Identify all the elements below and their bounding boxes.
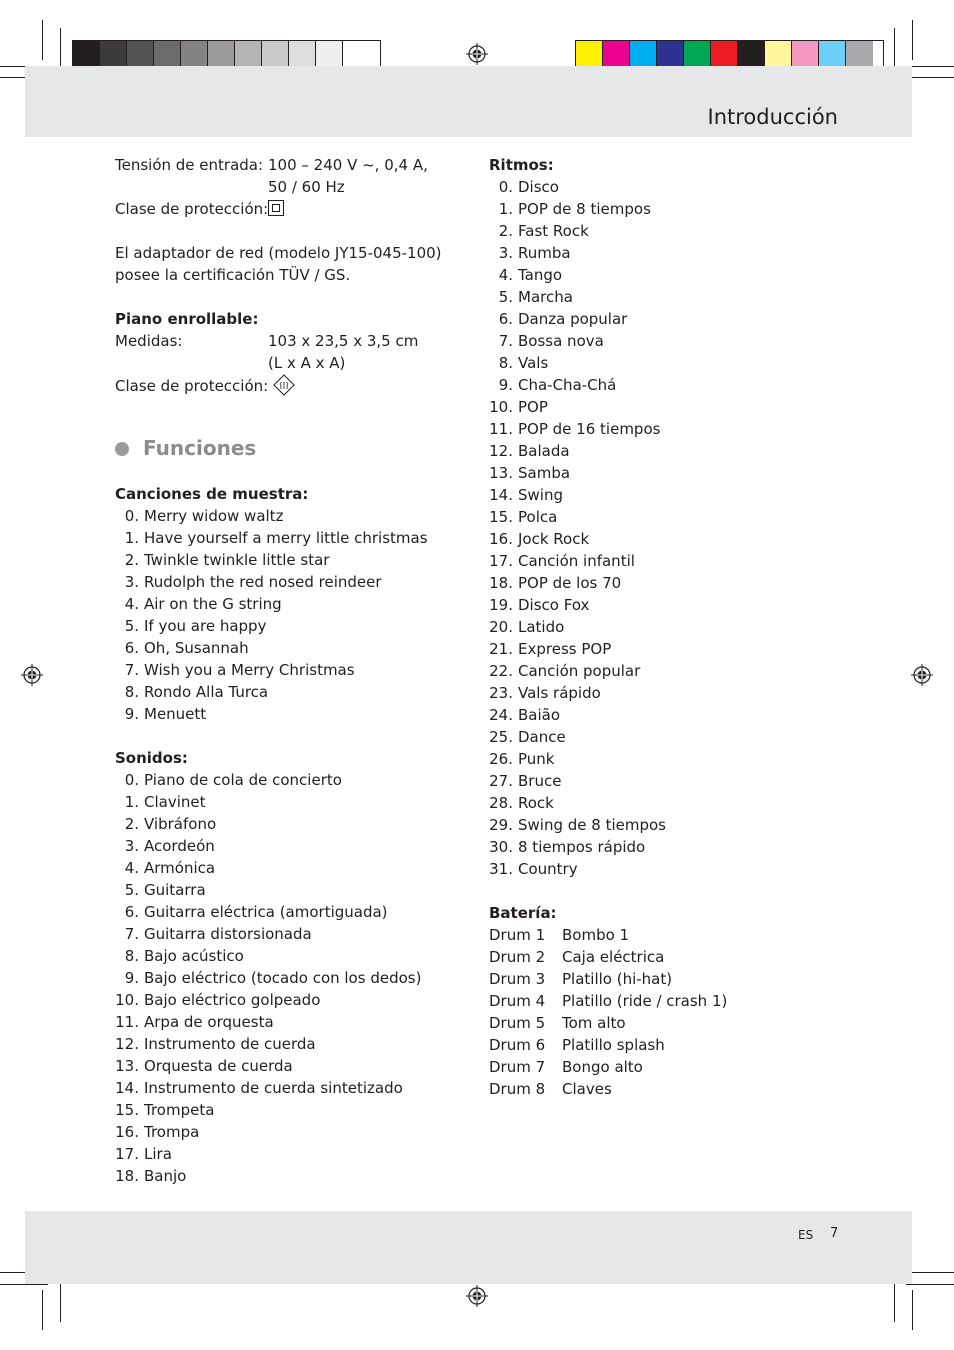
- list-item: [115, 549, 428, 571]
- list-item: [489, 572, 727, 594]
- list-item-number: 1.: [124, 529, 139, 547]
- list-item-number: 3.: [498, 244, 513, 262]
- list-item-number: 31.: [489, 860, 513, 878]
- rhythms-drums-block: [489, 154, 727, 1100]
- list-item: [489, 440, 727, 462]
- list-item-label: Polca: [518, 508, 558, 526]
- drum-id: Drum 7: [489, 1058, 546, 1076]
- list-item-label: Express POP: [518, 640, 612, 658]
- list-item-number: 24.: [489, 706, 513, 724]
- list-item-number: 9.: [498, 376, 513, 394]
- color-swatch: [343, 41, 370, 69]
- voltage-label: Tensión de entrada:: [115, 156, 264, 174]
- list-item-label: Bajo acústico: [144, 947, 244, 965]
- list-item: [489, 330, 727, 352]
- list-item-number: 3.: [124, 837, 139, 855]
- drum-id: Drum 6: [489, 1036, 546, 1054]
- list-item-label: Banjo: [144, 1167, 187, 1185]
- color-swatch: [792, 41, 819, 69]
- crop-mark: [906, 77, 954, 78]
- list-item-number: 4.: [124, 859, 139, 877]
- protection-label: Clase de protección:: [115, 200, 269, 218]
- crop-mark: [894, 1282, 895, 1322]
- drum-id: Drum 1: [489, 926, 546, 944]
- list-item-label: Jock Rock: [518, 530, 590, 548]
- list-item-label: Rondo Alla Turca: [144, 683, 269, 701]
- list-item: [489, 638, 727, 660]
- list-item-number: 10.: [489, 398, 513, 416]
- list-item-number: 13.: [489, 464, 513, 482]
- list-item-label: Oh, Susannah: [144, 639, 249, 657]
- list-item-number: 1.: [498, 200, 513, 218]
- list-item-label: Trompeta: [144, 1101, 215, 1119]
- page-title: Introducción: [707, 105, 838, 129]
- registration-mark-icon: [21, 664, 43, 686]
- list-item-number: 4.: [498, 266, 513, 284]
- list-item-number: 14.: [489, 486, 513, 504]
- list-item-number: 8.: [498, 354, 513, 372]
- list-item-number: 15.: [115, 1101, 139, 1119]
- list-item-label: Piano de cola de concierto: [144, 771, 342, 789]
- color-swatch: [819, 41, 846, 69]
- color-swatch: [127, 41, 154, 69]
- crop-mark: [60, 1282, 61, 1322]
- list-item: [115, 791, 428, 813]
- list-item: [115, 681, 428, 703]
- list-item-number: 2.: [124, 551, 139, 569]
- list-item-label: Acordeón: [144, 837, 215, 855]
- list-item-number: 12.: [115, 1035, 139, 1053]
- list-item-label: Bajo eléctrico golpeado: [144, 991, 321, 1009]
- songs-heading: Canciones de muestra:: [115, 485, 309, 503]
- list-item: [489, 836, 727, 858]
- list-item-label: If you are happy: [144, 617, 267, 635]
- color-swatch: [765, 41, 792, 69]
- list-item-number: 5.: [124, 617, 139, 635]
- color-swatch: [711, 41, 738, 69]
- list-item: [489, 484, 727, 506]
- drum-sound: Claves: [562, 1080, 612, 1098]
- drum-row: [489, 1056, 727, 1078]
- drum-row: [489, 1034, 727, 1056]
- list-item-label: Swing: [518, 486, 563, 504]
- list-item-number: 4.: [124, 595, 139, 613]
- list-item-label: Wish you a Merry Christmas: [144, 661, 355, 679]
- list-item-number: 0.: [498, 178, 513, 196]
- list-item: [115, 615, 428, 637]
- list-item-label: Country: [518, 860, 578, 878]
- songs-sounds-block: [115, 483, 428, 1187]
- list-item-label: Instrumento de cuerda: [144, 1035, 316, 1053]
- list-item: [489, 396, 727, 418]
- list-item-label: Samba: [518, 464, 571, 482]
- list-item-label: Bossa nova: [518, 332, 604, 350]
- list-item-label: Latido: [518, 618, 565, 636]
- color-swatch: [316, 41, 343, 69]
- list-item-number: 17.: [489, 552, 513, 570]
- list-item-label: Canción infantil: [518, 552, 635, 570]
- color-swatch: [235, 41, 262, 69]
- color-swatch: [289, 41, 316, 69]
- list-item-number: 22.: [489, 662, 513, 680]
- list-item: [489, 264, 727, 286]
- list-item-number: 0.: [124, 507, 139, 525]
- list-item-number: 12.: [489, 442, 513, 460]
- footer-bar: [25, 1211, 912, 1284]
- drum-row: [489, 924, 727, 946]
- section-bullet-icon: [115, 442, 129, 456]
- list-item-label: POP de los 70: [518, 574, 622, 592]
- list-item-label: Guitarra eléctrica (amortiguada): [144, 903, 388, 921]
- list-item-label: Rumba: [518, 244, 571, 262]
- drums-heading: Batería:: [489, 904, 557, 922]
- drum-row: [489, 1012, 727, 1034]
- crop-mark: [906, 1272, 954, 1273]
- list-item-label: Fast Rock: [518, 222, 589, 240]
- list-item-number: 26.: [489, 750, 513, 768]
- list-item: [115, 923, 428, 945]
- list-item-number: 5.: [498, 288, 513, 306]
- list-item-label: Marcha: [518, 288, 573, 306]
- list-item: [115, 967, 428, 989]
- list-item: [115, 1011, 428, 1033]
- drums-list: [489, 924, 727, 1100]
- color-swatch: [73, 41, 100, 69]
- list-item: [115, 857, 428, 879]
- list-item-number: 7.: [498, 332, 513, 350]
- list-item: [489, 682, 727, 704]
- list-item-number: 18.: [489, 574, 513, 592]
- songs-list: [115, 505, 428, 725]
- list-item-number: 8.: [124, 683, 139, 701]
- list-item-number: 5.: [124, 881, 139, 899]
- color-swatch: [208, 41, 235, 69]
- drum-row: [489, 990, 727, 1012]
- list-item: [489, 770, 727, 792]
- drum-sound: Platillo (hi-hat): [562, 970, 673, 988]
- list-item-label: Swing de 8 tiempos: [518, 816, 666, 834]
- drum-row: [489, 1078, 727, 1100]
- list-item: [115, 505, 428, 527]
- list-item-label: 8 tiempos rápido: [518, 838, 646, 856]
- list-item-label: Cha-Cha-Chá: [518, 376, 617, 394]
- list-item-number: 9.: [124, 969, 139, 987]
- color-swatch: [603, 41, 630, 69]
- list-item-number: 6.: [498, 310, 513, 328]
- list-item-label: Trompa: [144, 1123, 200, 1141]
- list-item-number: 6.: [124, 903, 139, 921]
- list-item: [489, 176, 727, 198]
- crop-mark: [60, 28, 61, 68]
- measures-value-2: (L x A x A): [268, 354, 346, 372]
- color-swatch: [262, 41, 289, 69]
- crop-mark: [894, 28, 895, 68]
- drum-sound: Platillo (ride / crash 1): [562, 992, 728, 1010]
- list-item-label: Vals rápido: [518, 684, 601, 702]
- list-item: [115, 989, 428, 1011]
- list-item-label: Armónica: [144, 859, 216, 877]
- list-item-number: 29.: [489, 816, 513, 834]
- list-item: [115, 769, 428, 791]
- color-swatch: [846, 41, 873, 69]
- list-item-label: Air on the G string: [144, 595, 282, 613]
- list-item-label: Guitarra distorsionada: [144, 925, 312, 943]
- list-item: [115, 1165, 428, 1187]
- sounds-list: [115, 769, 428, 1187]
- voltage-value-2: 50 / 60 Hz: [268, 178, 345, 196]
- drum-sound: Caja eléctrica: [562, 948, 665, 966]
- protection-class-iii-icon: [273, 374, 295, 396]
- voltage-value: 100 – 240 V ~, 0,4 A,: [268, 156, 428, 174]
- list-item-number: 0.: [124, 771, 139, 789]
- list-item-number: 16.: [489, 530, 513, 548]
- piano-heading: Piano enrollable:: [115, 310, 259, 328]
- list-item-label: Lira: [144, 1145, 172, 1163]
- list-item: [115, 1077, 428, 1099]
- adapter-text: posee la certificación TÜV / GS.: [115, 266, 351, 284]
- list-item-label: Vals: [518, 354, 549, 372]
- color-swatch: [576, 41, 603, 69]
- list-item-number: 20.: [489, 618, 513, 636]
- color-swatch: [657, 41, 684, 69]
- list-item-number: 7.: [124, 925, 139, 943]
- list-item-label: Punk: [518, 750, 555, 768]
- list-item: [489, 220, 727, 242]
- list-item: [489, 550, 727, 572]
- list-item-number: 7.: [124, 661, 139, 679]
- list-item: [489, 660, 727, 682]
- list-item-number: 30.: [489, 838, 513, 856]
- list-item: [489, 528, 727, 550]
- drum-row: [489, 968, 727, 990]
- list-item-number: 27.: [489, 772, 513, 790]
- color-swatch: [100, 41, 127, 69]
- list-item: [489, 792, 727, 814]
- drum-sound: Tom alto: [562, 1014, 626, 1032]
- list-item-number: 2.: [498, 222, 513, 240]
- list-item-number: 10.: [115, 991, 139, 1009]
- list-item-label: Have yourself a merry little christmas: [144, 529, 428, 547]
- list-item-number: 25.: [489, 728, 513, 746]
- list-item: [489, 814, 727, 836]
- list-item-number: 28.: [489, 794, 513, 812]
- list-item: [489, 858, 727, 880]
- registration-mark-icon: [466, 43, 488, 65]
- list-item-label: Clavinet: [144, 793, 206, 811]
- page-number: 7: [830, 1226, 839, 1241]
- list-item-label: Twinkle twinkle little star: [144, 551, 330, 569]
- list-item-label: Canción popular: [518, 662, 641, 680]
- crop-mark: [906, 66, 954, 67]
- list-item: [489, 242, 727, 264]
- protection-label: Clase de protección:: [115, 377, 269, 395]
- list-item-number: 13.: [115, 1057, 139, 1075]
- color-swatch: [181, 41, 208, 69]
- list-item-label: Guitarra: [144, 881, 206, 899]
- rhythms-list: [489, 176, 727, 880]
- list-item-number: 1.: [124, 793, 139, 811]
- list-item: [489, 704, 727, 726]
- list-item-label: Bajo eléctrico (tocado con los dedos): [144, 969, 422, 987]
- list-item: [489, 198, 727, 220]
- list-item: [489, 594, 727, 616]
- list-item-label: Vibráfono: [144, 815, 217, 833]
- list-item-label: Baião: [518, 706, 561, 724]
- list-item-number: 21.: [489, 640, 513, 658]
- drum-id: Drum 2: [489, 948, 546, 966]
- crop-mark: [906, 1284, 954, 1285]
- list-item: [115, 637, 428, 659]
- list-item-label: POP de 8 tiempos: [518, 200, 651, 218]
- list-item: [489, 286, 727, 308]
- drum-sound: Platillo splash: [562, 1036, 665, 1054]
- drum-id: Drum 3: [489, 970, 546, 988]
- list-item-number: 23.: [489, 684, 513, 702]
- list-item-label: POP: [518, 398, 548, 416]
- list-item-label: Dance: [518, 728, 566, 746]
- protection-class-ii-icon: [268, 200, 284, 216]
- color-swatch: [738, 41, 765, 69]
- list-item-number: 19.: [489, 596, 513, 614]
- list-item: [489, 748, 727, 770]
- measures-label: Medidas:: [115, 332, 183, 350]
- list-item: [115, 659, 428, 681]
- list-item-number: 2.: [124, 815, 139, 833]
- list-item: [115, 879, 428, 901]
- rhythms-heading: Ritmos:: [489, 156, 554, 174]
- crop-mark: [42, 20, 43, 60]
- list-item-label: Arpa de orquesta: [144, 1013, 274, 1031]
- list-item: [489, 462, 727, 484]
- measures-value: 103 x 23,5 x 3,5 cm: [268, 332, 419, 350]
- footer-language: ES: [798, 1228, 814, 1242]
- color-swatch: [154, 41, 181, 69]
- list-item-label: Rock: [518, 794, 554, 812]
- adapter-text: El adaptador de red (modelo JY15-045-100): [115, 244, 442, 262]
- list-item: [489, 418, 727, 440]
- list-item-label: Tango: [518, 266, 563, 284]
- list-item: [115, 813, 428, 835]
- list-item: [115, 527, 428, 549]
- crop-mark: [42, 1290, 43, 1330]
- list-item-label: Instrumento de cuerda sintetizado: [144, 1079, 403, 1097]
- list-item-label: Bruce: [518, 772, 562, 790]
- list-item-label: Rudolph the red nosed reindeer: [144, 573, 382, 591]
- color-swatch: [630, 41, 657, 69]
- crop-mark: [912, 1290, 913, 1330]
- list-item: [115, 1099, 428, 1121]
- registration-mark-icon: [911, 664, 933, 686]
- list-item: [115, 1033, 428, 1055]
- list-item-number: 3.: [124, 573, 139, 591]
- list-item-number: 15.: [489, 508, 513, 526]
- list-item-label: Menuett: [144, 705, 207, 723]
- list-item: [115, 593, 428, 615]
- sounds-heading: Sonidos:: [115, 749, 188, 767]
- drum-id: Drum 5: [489, 1014, 546, 1032]
- list-item-number: 16.: [115, 1123, 139, 1141]
- list-item: [115, 901, 428, 923]
- drum-row: [489, 946, 727, 968]
- list-item-number: 11.: [115, 1013, 139, 1031]
- list-item-label: Danza popular: [518, 310, 628, 328]
- crop-mark: [0, 1284, 48, 1285]
- list-item-label: Disco Fox: [518, 596, 590, 614]
- list-item-label: Merry widow waltz: [144, 507, 284, 525]
- drum-id: Drum 8: [489, 1080, 546, 1098]
- specs-block: [115, 154, 442, 396]
- list-item: [115, 1143, 428, 1165]
- list-item-label: Disco: [518, 178, 559, 196]
- list-item: [115, 571, 428, 593]
- list-item-number: 8.: [124, 947, 139, 965]
- section-heading: Funciones: [143, 436, 257, 460]
- list-item-number: 9.: [124, 705, 139, 723]
- list-item-label: Balada: [518, 442, 570, 460]
- list-item-number: 18.: [115, 1167, 139, 1185]
- drum-id: Drum 4: [489, 992, 546, 1010]
- list-item: [115, 1055, 428, 1077]
- list-item-number: 6.: [124, 639, 139, 657]
- list-item-label: Orquesta de cuerda: [144, 1057, 293, 1075]
- list-item: [115, 703, 428, 725]
- list-item-number: 11.: [489, 420, 513, 438]
- list-item: [489, 726, 727, 748]
- list-item-number: 14.: [115, 1079, 139, 1097]
- drum-sound: Bongo alto: [562, 1058, 643, 1076]
- list-item: [115, 835, 428, 857]
- list-item: [489, 352, 727, 374]
- drum-sound: Bombo 1: [562, 926, 630, 944]
- crop-mark: [912, 20, 913, 60]
- list-item-label: POP de 16 tiempos: [518, 420, 661, 438]
- list-item: [489, 308, 727, 330]
- list-item: [489, 616, 727, 638]
- color-swatch: [684, 41, 711, 69]
- list-item: [489, 374, 727, 396]
- registration-mark-icon: [466, 1285, 488, 1307]
- list-item-number: 17.: [115, 1145, 139, 1163]
- list-item: [115, 1121, 428, 1143]
- list-item: [115, 945, 428, 967]
- list-item: [489, 506, 727, 528]
- svg-text:III: III: [279, 381, 289, 391]
